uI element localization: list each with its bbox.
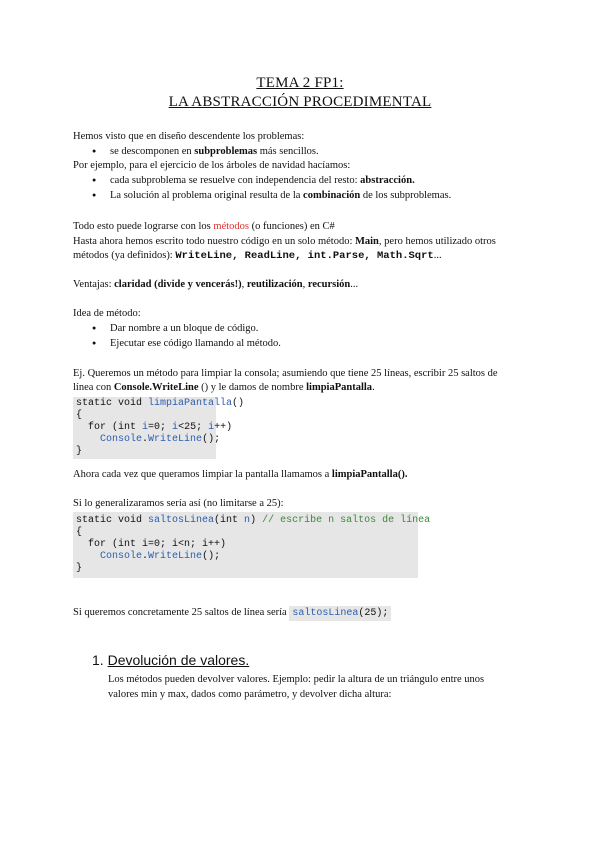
methods-keyword: métodos: [213, 221, 249, 232]
example-line-2: [73, 381, 375, 394]
code1-var-i-2: i: [172, 422, 179, 433]
example-line-2-mid: () y le damos de nombre: [198, 382, 307, 393]
concrete-line: [73, 606, 391, 620]
section-1-paragraph-2: valores min y max, dados como parámetro, y devolver dicha altura:: [108, 689, 392, 700]
example-line-2-post: .: [372, 382, 375, 393]
concrete-args: (25);: [358, 608, 389, 619]
code1-method-name: limpiaPantalla: [148, 398, 233, 409]
example-line-1: Ej. Queremos un método para limpiar la consola; asumiendo que tiene 25 líneas, escribir 25 saltos de: [73, 368, 498, 379]
code2-line-3: for (int i=0; i<n; i++): [76, 539, 227, 550]
after-code-line: [73, 468, 407, 481]
ventajas-line: [73, 278, 358, 291]
code2-call-end: ();: [202, 551, 221, 562]
code2-console: Console: [100, 551, 143, 562]
after-code-text: Ahora cada vez que queramos limpiar la pantalla llamamos a: [73, 469, 332, 480]
methods-line-1-post: (o funciones) en C#: [249, 221, 335, 232]
methods-code-list: WriteLine, ReadLine, int.Parse, Math.Sqrt: [175, 250, 434, 262]
code2-method-name: saltosLinea: [148, 515, 215, 526]
concrete-code: [289, 606, 391, 621]
idea-bullet-2: ● Ejecutar ese código llamando al método.: [110, 337, 281, 350]
code1-line-4: [76, 434, 220, 446]
code1-indent: [76, 434, 100, 445]
intro-bullet-3-bold: combinación: [303, 190, 361, 201]
code1-incr: ++): [214, 422, 233, 433]
ventajas-sep-2: ,: [302, 279, 308, 290]
code1-dot: .: [142, 434, 149, 445]
code2-param-type: (int: [214, 515, 245, 526]
methods-line-2-post: , pero hemos utilizado otros: [378, 236, 496, 247]
code2-line-5: }: [76, 563, 83, 574]
idea-bullet-1: ● Dar nombre a un bloque de código.: [110, 322, 258, 335]
code1-var-i-3: i: [208, 422, 215, 433]
code1-line-1: [76, 398, 244, 410]
intro-bullet-1-text: se descomponen en: [110, 146, 195, 157]
section-1-paragraph-1: Los métodos pueden devolver valores. Ejemplo: pedir la altura de un triángulo entre unos: [108, 674, 485, 685]
code1-parens: (): [232, 398, 245, 409]
concrete-method: saltosLinea: [292, 608, 359, 619]
example-writeline-bold: Console.WriteLine: [113, 382, 199, 393]
code1-call-end: ();: [202, 434, 221, 445]
code2-dot: .: [142, 551, 149, 562]
example-limpiapantalla-bold: limpiaPantalla: [306, 382, 373, 393]
code2-line-4: [76, 551, 220, 563]
code1-init: =0;: [148, 422, 173, 433]
intro-bullet-2-bold: abstracción.: [360, 175, 415, 186]
methods-line-2: [73, 235, 496, 248]
intro-bullet-2-text: cada subproblema se resuelve con independencia del resto:: [110, 175, 361, 186]
code2-writeline: WriteLine: [148, 551, 203, 562]
code2-static-void: static void: [76, 515, 149, 526]
code1-writeline: WriteLine: [148, 434, 203, 445]
code2-line-1: [76, 515, 430, 527]
generalize-line: Si lo generalizaramos sería así (no limitarse a 25):: [73, 498, 284, 509]
intro-bullet-1-bold: subproblemas: [194, 146, 258, 157]
code2-param-n: n: [244, 515, 251, 526]
ventajas-claridad: claridad: [114, 279, 152, 290]
after-code-bold: limpiaPantalla().: [331, 469, 408, 480]
code2-comment: // escribe n saltos de línea: [262, 515, 431, 526]
ventajas-reutilizacion: reutilización: [246, 279, 303, 290]
intro-bullet-3: [110, 189, 451, 202]
code2-line-2: {: [76, 527, 83, 538]
methods-main-bold: Main: [354, 236, 379, 247]
methods-line-2-text: Hasta ahora hemos escrito todo nuestro código en un solo método:: [73, 236, 355, 247]
methods-line-3: [73, 249, 442, 263]
intro-bullet-1: [110, 145, 319, 158]
code1-var-i-1: i: [142, 422, 149, 433]
idea-heading: Idea de método:: [73, 308, 141, 319]
methods-line-1: [73, 220, 335, 233]
ventajas-label: Ventajas:: [73, 279, 115, 290]
methods-line-3-post: ...: [433, 250, 442, 261]
intro-bullet-3-post: de los subproblemas.: [360, 190, 452, 201]
section-1-heading: [92, 652, 249, 668]
ventajas-recursion: recursión: [307, 279, 351, 290]
ventajas-divide: (divide y vencerás!): [151, 279, 242, 290]
code-block-saltoslinea: [73, 512, 431, 578]
intro-paragraph-1: Hemos visto que en diseño descendente los problemas:: [73, 131, 305, 142]
methods-line-1-text: Todo esto puede lograrse con los: [73, 221, 214, 232]
intro-bullet-2: [110, 174, 415, 187]
code1-line-2: {: [76, 410, 83, 421]
code1-console: Console: [100, 434, 143, 445]
intro-paragraph-2: Por ejemplo, para el ejercicio de los árboles de navidad hacíamos:: [73, 160, 351, 171]
ventajas-post: ...: [350, 279, 359, 290]
code1-static-void: static void: [76, 398, 149, 409]
section-1-number: 1.: [92, 652, 104, 668]
example-line-2-text: línea con: [73, 382, 114, 393]
code1-line-3: [76, 422, 232, 434]
code1-cond: <25;: [178, 422, 209, 433]
intro-bullet-1-post: más sencillos.: [257, 146, 319, 157]
section-1-title: Devolución de valores.: [107, 652, 250, 668]
page-title: TEMA 2 FP1:: [256, 75, 344, 91]
ventajas-sep-1: ,: [241, 279, 247, 290]
code2-indent: [76, 551, 100, 562]
code1-line-5: }: [76, 446, 83, 457]
concrete-text: Si queremos concretamente 25 saltos de línea sería: [73, 607, 290, 618]
page-subtitle: LA ABSTRACCIÓN PROCEDIMENTAL: [168, 94, 432, 110]
code1-for: for (int: [76, 422, 143, 433]
methods-line-3-text: métodos (ya definidos):: [73, 250, 176, 261]
code-block-limpiapantalla: [73, 397, 245, 459]
code2-paren-close: ): [250, 515, 263, 526]
intro-bullet-3-text: La solución al problema original resulta de la: [110, 190, 304, 201]
